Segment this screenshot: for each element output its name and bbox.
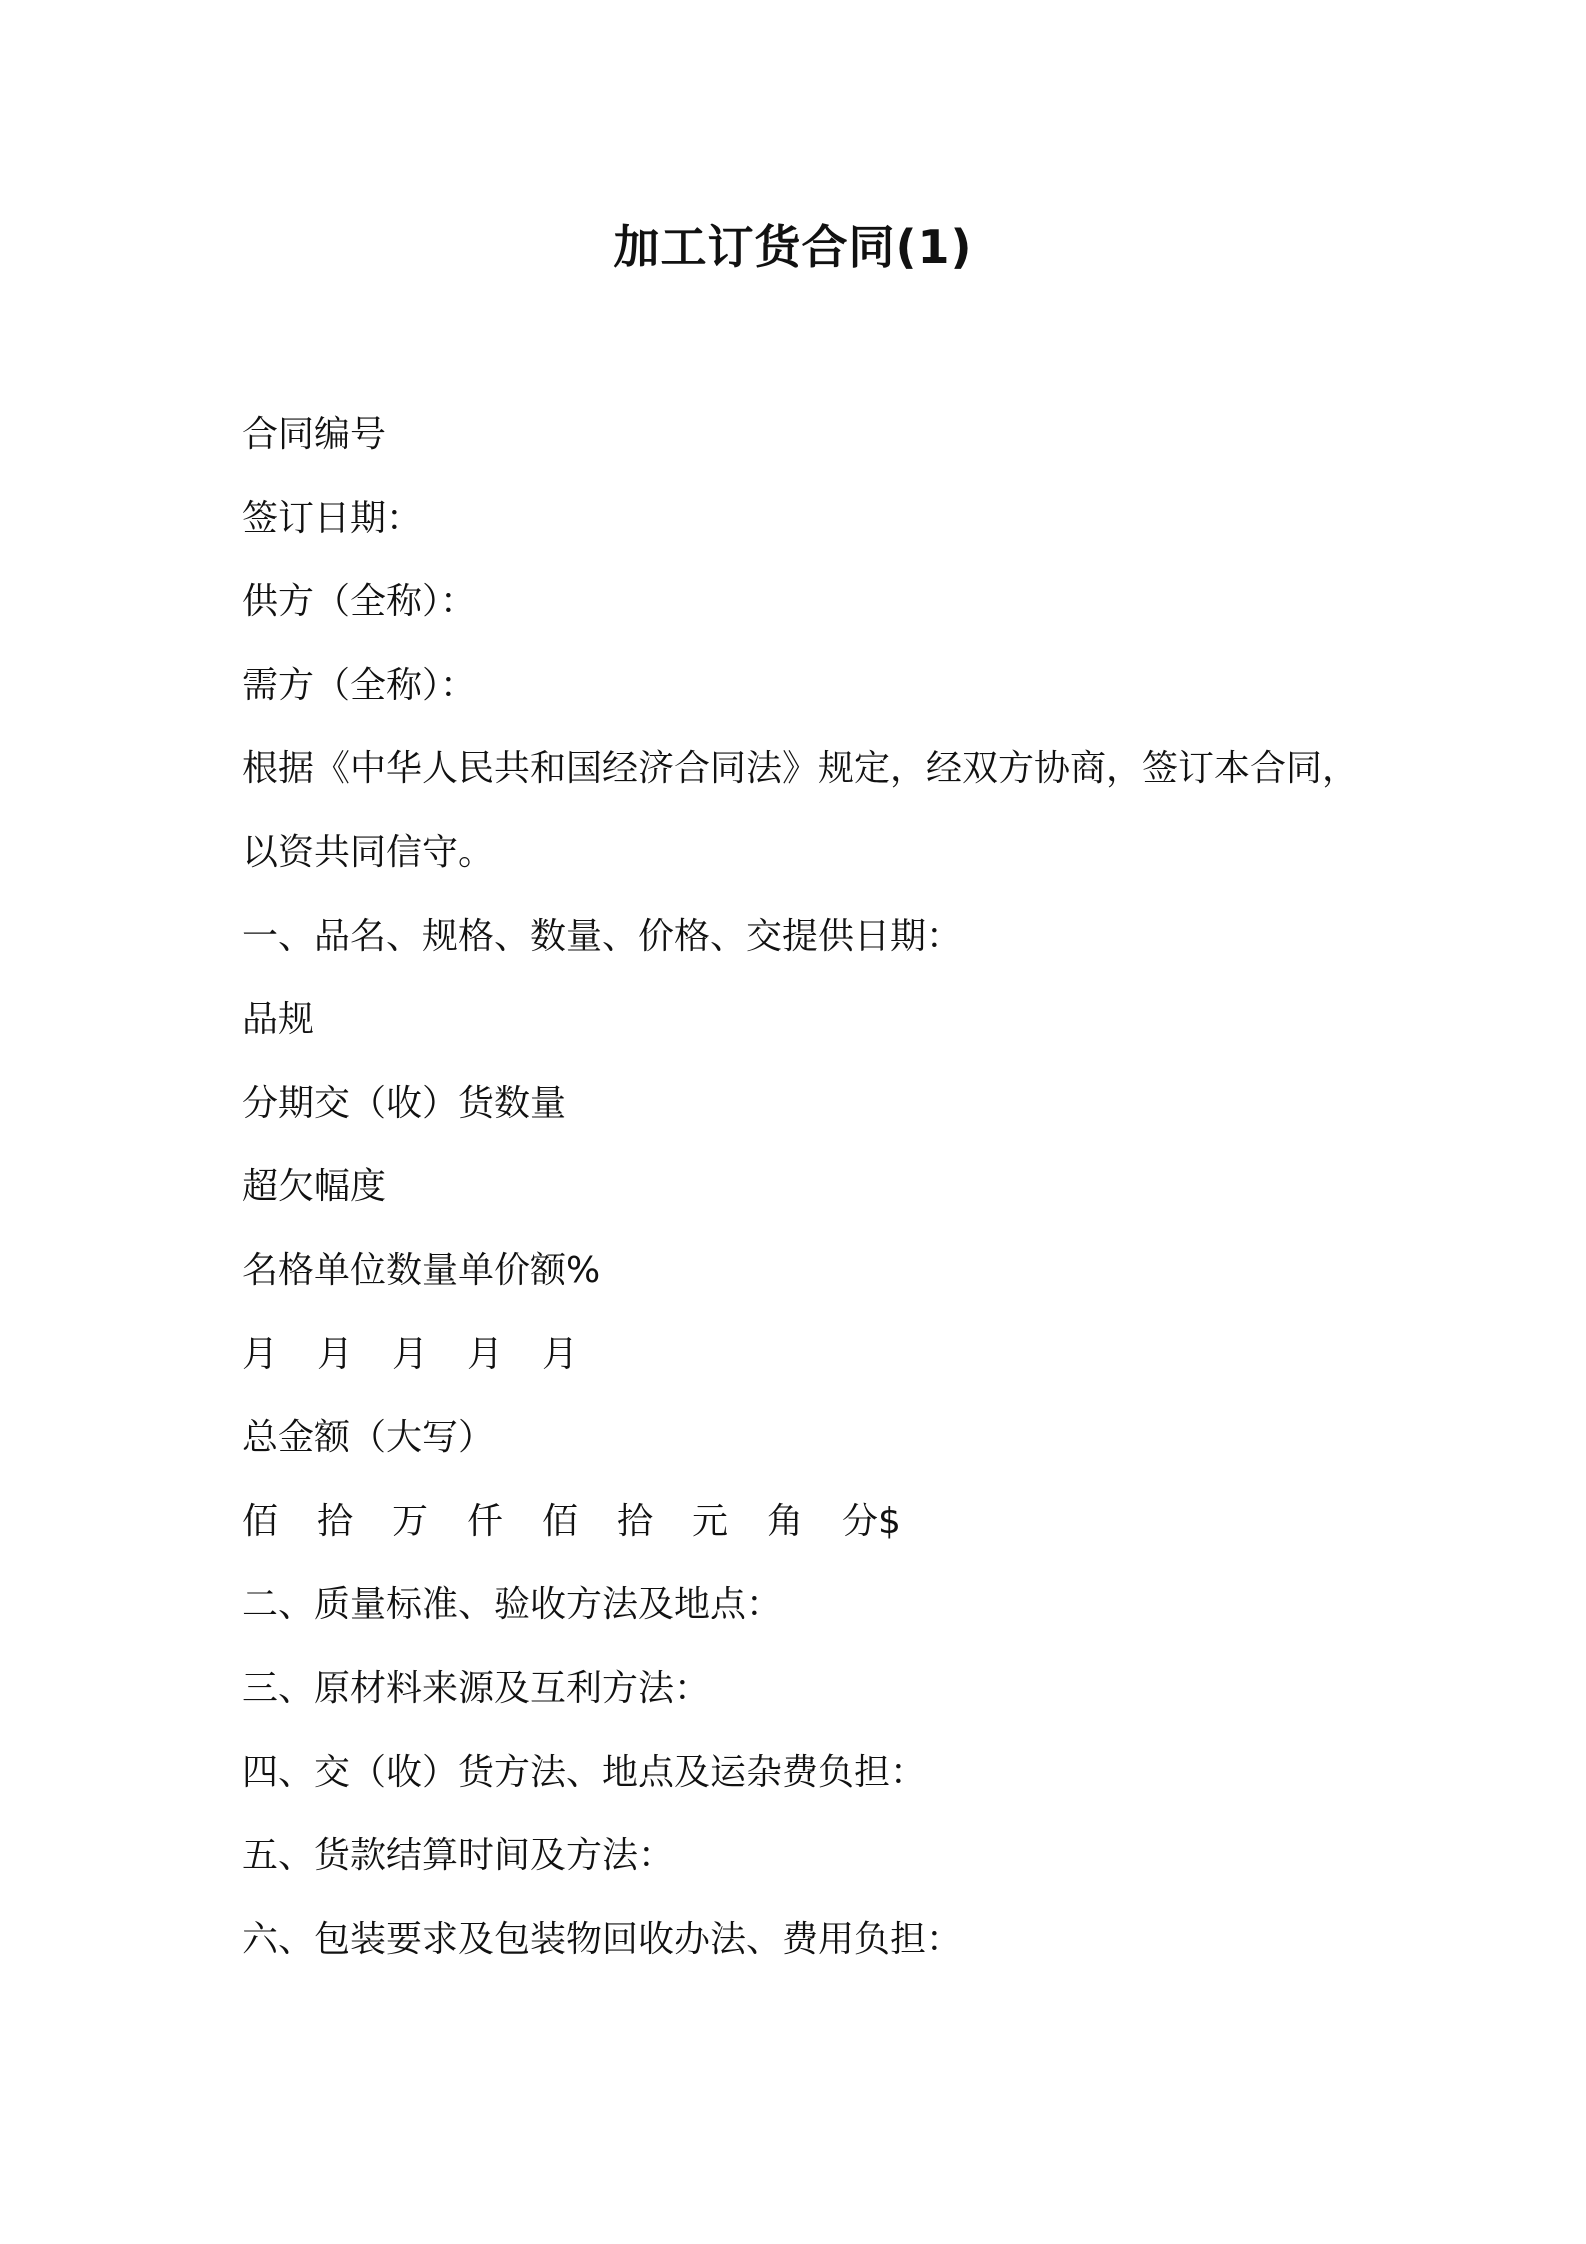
amount-unit: 万 [392,1500,429,1542]
table-header-delivery-qty: 分期交（收）货数量 [242,1082,567,1124]
month-cell: 月 [242,1333,279,1375]
document-title: 加工订货合同(1) [613,220,973,274]
amount-unit: 分$ [842,1500,901,1542]
amount-unit: 佰 [242,1500,279,1542]
intro-paragraph-line-1: 根据《中华人民共和国经济合同法》规定，经双方协商，签订本合同， [242,748,1359,790]
table-header-over-short: 超欠幅度 [242,1166,387,1208]
section-3-heading: 三、原材料来源及互利方法： [242,1667,711,1709]
total-amount-label: 总金额（大写） [242,1417,495,1459]
month-cell: 月 [317,1333,354,1375]
sign-date-label: 签订日期： [242,497,423,539]
contract-number-label: 合同编号 [242,414,387,455]
amount-unit: 元 [692,1500,729,1542]
section-1-heading: 一、品名、规格、数量、价格、交提供日期： [242,915,963,957]
month-cell: 月 [542,1333,579,1375]
document-body [242,405,1392,1993]
section-6-heading: 六、包装要求及包装物回收办法、费用负担： [242,1918,963,1960]
table-header-columns: 名格单位数量单价额% [242,1249,601,1291]
intro-paragraph-line-2: 以资共同信守。 [242,831,495,873]
buyer-label: 需方（全称）： [242,664,477,706]
months-row [242,1325,1392,1409]
section-2-heading: 二、质量标准、验收方法及地点： [242,1584,783,1626]
amount-units-row [242,1492,1392,1576]
month-cell: 月 [392,1333,429,1375]
table-header-product-spec: 品规 [242,999,315,1041]
amount-unit: 佰 [542,1500,579,1542]
amount-unit: 仟 [467,1500,504,1542]
amount-unit: 角 [767,1500,804,1542]
section-5-heading: 五、货款结算时间及方法： [242,1835,675,1877]
amount-unit: 拾 [317,1500,354,1542]
section-4-heading: 四、交（收）货方法、地点及运杂费负担： [242,1751,927,1793]
month-cell: 月 [467,1333,504,1375]
supplier-label: 供方（全称）： [242,581,477,623]
amount-unit: 拾 [617,1500,654,1542]
